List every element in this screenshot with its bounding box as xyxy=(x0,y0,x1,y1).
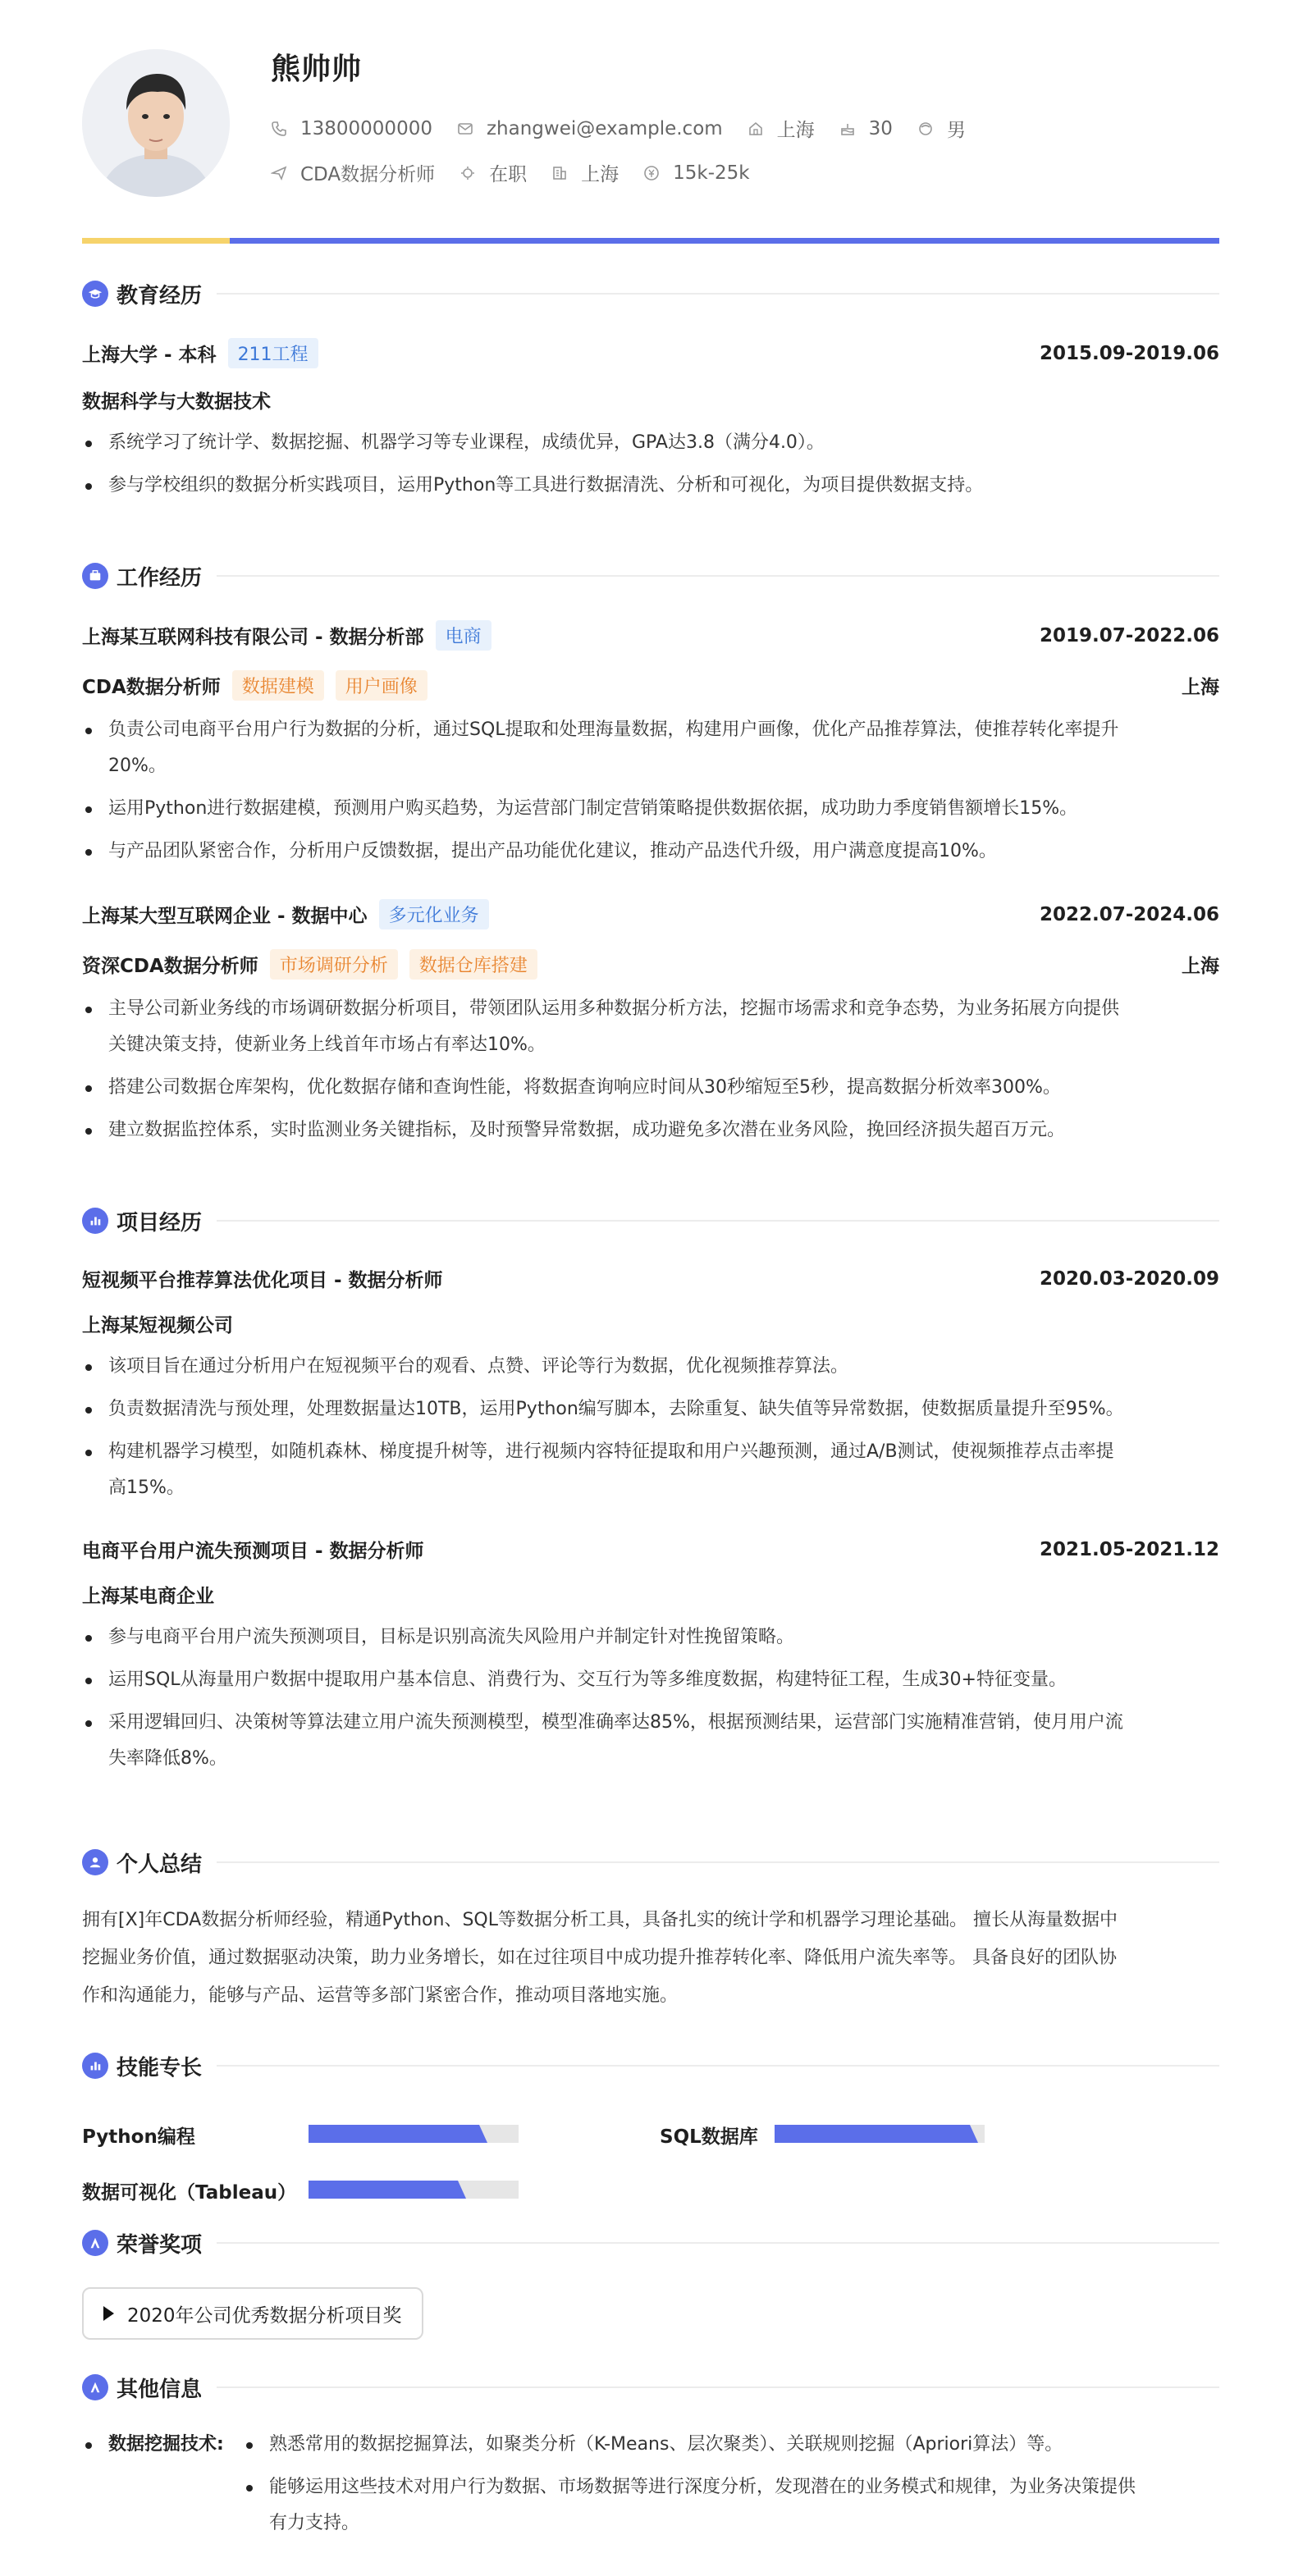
award-text: 2020年公司优秀数据分析项目奖 xyxy=(127,2304,402,2327)
salary-text: 15k-25k xyxy=(673,162,750,184)
money-icon xyxy=(643,165,660,181)
email-text: zhangwei@example.com xyxy=(486,117,723,139)
list-item: 采用逻辑回归、决策树等算法建立用户流失预测模型，模型准确率达85%，根据预测结果，运营部门实施精准营销，使月用户流 失率降低8%。 xyxy=(82,1705,1219,1777)
contact-row xyxy=(271,115,990,142)
location-text: 上海 xyxy=(776,120,815,141)
section-header xyxy=(82,1846,1219,1879)
job-intent-row xyxy=(271,159,775,186)
section-divider xyxy=(217,293,1219,295)
age-item xyxy=(839,118,893,139)
role-tag: 市场调研分析 xyxy=(270,949,398,980)
other-items-list xyxy=(243,2427,1219,2542)
school-tag: 211工程 xyxy=(228,338,318,368)
home-icon xyxy=(748,121,764,137)
list-item: 系统学习了统计学、数据挖掘、机器学习等专业课程，成绩优异，GPA达3.8（满分4.0）。 xyxy=(82,425,1219,461)
work-section xyxy=(82,560,1219,1149)
gender-item xyxy=(917,115,966,142)
skill-bar-fill xyxy=(309,2181,466,2199)
job-role-row xyxy=(82,949,1219,980)
status-text: 在职 xyxy=(489,164,528,185)
section-title: 教育经历 xyxy=(117,283,203,308)
job-header-row xyxy=(82,620,1219,651)
section-title: 项目经历 xyxy=(117,1210,203,1235)
building-icon xyxy=(551,165,568,181)
company-tag: 电商 xyxy=(436,620,491,651)
list-item: 熟悉常用的数据挖掘算法，如聚类分析（K-Means、层次聚类）、关联规则挖掘（Apriori算法）等。 xyxy=(243,2427,1219,2463)
award-icon xyxy=(82,2230,108,2256)
list-item: 运用Python进行数据建模，预测用户购买趋势，为运营部门制定营销策略提供数据依据，成功助力季度销售额增长15%。 xyxy=(82,791,1219,827)
awards-section xyxy=(82,2227,1219,2340)
list-item: 主导公司新业务线的市场调研数据分析项目，带领团队运用多种数据分析方法，挖掘市场需求和竞争态势，为业务拓展方向提供 关键决策支持，使新业务上线首年市场占有率达10%。 xyxy=(82,991,1219,1063)
project-items-list xyxy=(82,1619,1219,1777)
skill-name: Python编程 xyxy=(82,2126,195,2148)
company-name: 上海某互联网科技有限公司 - 数据分析部 xyxy=(82,627,424,648)
user-icon xyxy=(82,1849,108,1875)
section-title: 工作经历 xyxy=(117,565,203,591)
accent-bar-blue xyxy=(230,238,1219,244)
section-title: 个人总结 xyxy=(117,1852,203,1877)
section-header xyxy=(82,2371,1219,2404)
play-icon xyxy=(103,2306,114,2321)
email-item xyxy=(457,118,723,139)
job-duties-list xyxy=(82,991,1219,1149)
skills-section xyxy=(82,2049,1219,2215)
skill-bar-fill xyxy=(775,2125,978,2143)
project-org: 上海某电商企业 xyxy=(82,1586,214,1607)
project-date: 2020.03-2020.09 xyxy=(1039,1267,1219,1290)
job-role-row xyxy=(82,670,1219,701)
bar-chart-icon xyxy=(82,1208,108,1234)
award-item-button[interactable] xyxy=(82,2287,423,2340)
list-item: 构建机器学习模型，如随机森林、梯度提升树等，进行视频内容特征提取和用户兴趣预测，通过A/B测试，使视频推荐点击率提 高15%。 xyxy=(82,1434,1219,1506)
skill-bar xyxy=(309,2181,519,2199)
project-name: 短视频平台推荐算法优化项目 - 数据分析师 xyxy=(82,1270,443,1291)
phone-text: 13800000000 xyxy=(300,117,432,139)
job-role: CDA数据分析师 xyxy=(82,677,221,698)
section-header xyxy=(82,2227,1219,2259)
avatar xyxy=(82,49,230,197)
job-date: 2019.07-2022.06 xyxy=(1039,624,1219,646)
list-item: 与产品团队紧密合作，分析用户反馈数据，提出产品功能优化建议，推动产品迭代升级，用户满意度提高10%。 xyxy=(82,834,1219,870)
job-city: 上海 xyxy=(1182,956,1219,977)
status-icon xyxy=(459,165,476,181)
project-header-row xyxy=(82,1536,1219,1563)
section-title: 技能专长 xyxy=(117,2055,203,2080)
briefcase-icon xyxy=(82,563,108,589)
bar-chart-icon xyxy=(82,2053,108,2079)
salary-item xyxy=(643,162,749,184)
gender-icon xyxy=(917,121,934,137)
section-divider xyxy=(217,1861,1219,1863)
company-tag: 多元化业务 xyxy=(379,899,489,929)
position-item xyxy=(271,159,435,186)
section-title: 荣誉奖项 xyxy=(117,2232,203,2258)
candidate-name: 熊帅帅 xyxy=(271,53,363,86)
phone-icon xyxy=(271,121,287,137)
role-tag: 数据仓库搭建 xyxy=(409,949,537,980)
summary-text: 拥有[X]年CDA数据分析师经验，精通Python、SQL等数据分析工具，具备扎实的统计学和机器学习理论基础。 擅长从海量数据中 挖掘业务价值，通过数据驱动决策，助力业务增长，如在过往项目中成功提升推荐转化率、降低用户流失率等。 具备良好的团队协 作和沟通能力，能够与产品、运营等多部门紧密合作，推动项目落地实施。 xyxy=(82,1910,1118,2006)
job-header-row xyxy=(82,899,1219,929)
project-header-row xyxy=(82,1265,1219,1292)
other-section xyxy=(82,2371,1219,2558)
cake-icon xyxy=(839,121,856,137)
skill-bar xyxy=(775,2125,985,2143)
phone-item xyxy=(271,118,432,139)
skill-name: SQL数据库 xyxy=(660,2126,758,2148)
job-duties-list xyxy=(82,712,1219,870)
major-name: 数据科学与大数据技术 xyxy=(82,391,271,413)
project-org: 上海某短视频公司 xyxy=(82,1315,233,1336)
send-icon xyxy=(271,165,287,181)
list-item: 能够运用这些技术对用户行为数据、市场数据等进行深度分析，发现潜在的业务模式和规律，为业务决策提供 有力支持。 xyxy=(243,2469,1219,2542)
list-item: 参与学校组织的数据分析实践项目，运用Python等工具进行数据清洗、分析和可视化，为项目提供数据支持。 xyxy=(82,468,1219,504)
award-icon xyxy=(82,2374,108,2400)
other-key: 数据挖掘技术: xyxy=(82,2427,224,2463)
skill-bar xyxy=(309,2125,519,2143)
job-role: 资深CDA数据分析师 xyxy=(82,956,258,977)
graduation-icon xyxy=(82,281,108,307)
age-text: 30 xyxy=(868,117,893,139)
education-list xyxy=(82,425,1219,504)
project-date: 2021.05-2021.12 xyxy=(1039,1538,1219,1560)
role-tag: 用户画像 xyxy=(336,670,427,701)
section-header xyxy=(82,277,1219,310)
gender-text: 男 xyxy=(946,120,966,141)
education-section xyxy=(82,277,1219,504)
list-item: 运用SQL从海量用户数据中提取用户基本信息、消费行为、交互行为等多维度数据，构建特征工程，生成30+特征变量。 xyxy=(82,1662,1219,1698)
section-divider xyxy=(217,2065,1219,2067)
list-item: 该项目旨在通过分析用户在短视频平台的观看、点赞、评论等行为数据，优化视频推荐算法。 xyxy=(82,1349,1219,1385)
job-date: 2022.07-2024.06 xyxy=(1039,903,1219,925)
education-date: 2015.09-2019.06 xyxy=(1039,342,1219,364)
accent-bar-yellow xyxy=(82,238,230,244)
section-divider xyxy=(217,1220,1219,1222)
other-info-row xyxy=(82,2427,1219,2558)
section-divider xyxy=(217,2242,1219,2244)
list-item: 建立数据监控体系，实时监测业务关键指标，及时预警异常数据，成功避免多次潜在业务风险，挽回经济损失超百万元。 xyxy=(82,1112,1219,1149)
job-city: 上海 xyxy=(1182,677,1219,698)
position-text: CDA数据分析师 xyxy=(300,164,436,185)
section-header xyxy=(82,2049,1219,2082)
section-header xyxy=(82,560,1219,592)
education-header-row xyxy=(82,338,1219,368)
section-header xyxy=(82,1204,1219,1237)
project-items-list xyxy=(82,1349,1219,1506)
school-name: 上海大学 - 本科 xyxy=(82,345,217,366)
project-name: 电商平台用户流失预测项目 - 数据分析师 xyxy=(82,1541,424,1562)
work-city-text: 上海 xyxy=(581,164,619,185)
mail-icon xyxy=(457,121,473,137)
projects-section xyxy=(82,1204,1219,1777)
list-item: 搭建公司数据仓库架构，优化数据存储和查询性能，将数据查询响应时间从30秒缩短至5秒，提高数据分析效率300%。 xyxy=(82,1070,1219,1106)
list-item: 参与电商平台用户流失预测项目，目标是识别高流失风险用户并制定针对性挽留策略。 xyxy=(82,1619,1219,1656)
summary-section xyxy=(82,1846,1219,2015)
header-accent-bar xyxy=(82,238,1219,244)
work-city-item xyxy=(551,159,619,186)
location-item xyxy=(748,115,815,142)
section-divider xyxy=(217,2386,1219,2388)
skill-bar-fill xyxy=(309,2125,487,2143)
list-item: 负责数据清洗与预处理，处理数据量达10TB，运用Python编写脚本，去除重复、缺失值等异常数据，使数据质量提升至95%。 xyxy=(82,1391,1219,1427)
section-title: 其他信息 xyxy=(117,2377,203,2402)
skills-list xyxy=(82,2092,1219,2215)
skill-name: 数据可视化（Tableau） xyxy=(82,2182,297,2204)
status-item xyxy=(459,159,527,186)
company-name: 上海某大型互联网企业 - 数据中心 xyxy=(82,906,368,927)
role-tag: 数据建模 xyxy=(232,670,324,701)
section-divider xyxy=(217,575,1219,577)
list-item: 负责公司电商平台用户行为数据的分析，通过SQL提取和处理海量数据，构建用户画像，优化产品推荐算法，使推荐转化率提升 20%。 xyxy=(82,712,1219,784)
